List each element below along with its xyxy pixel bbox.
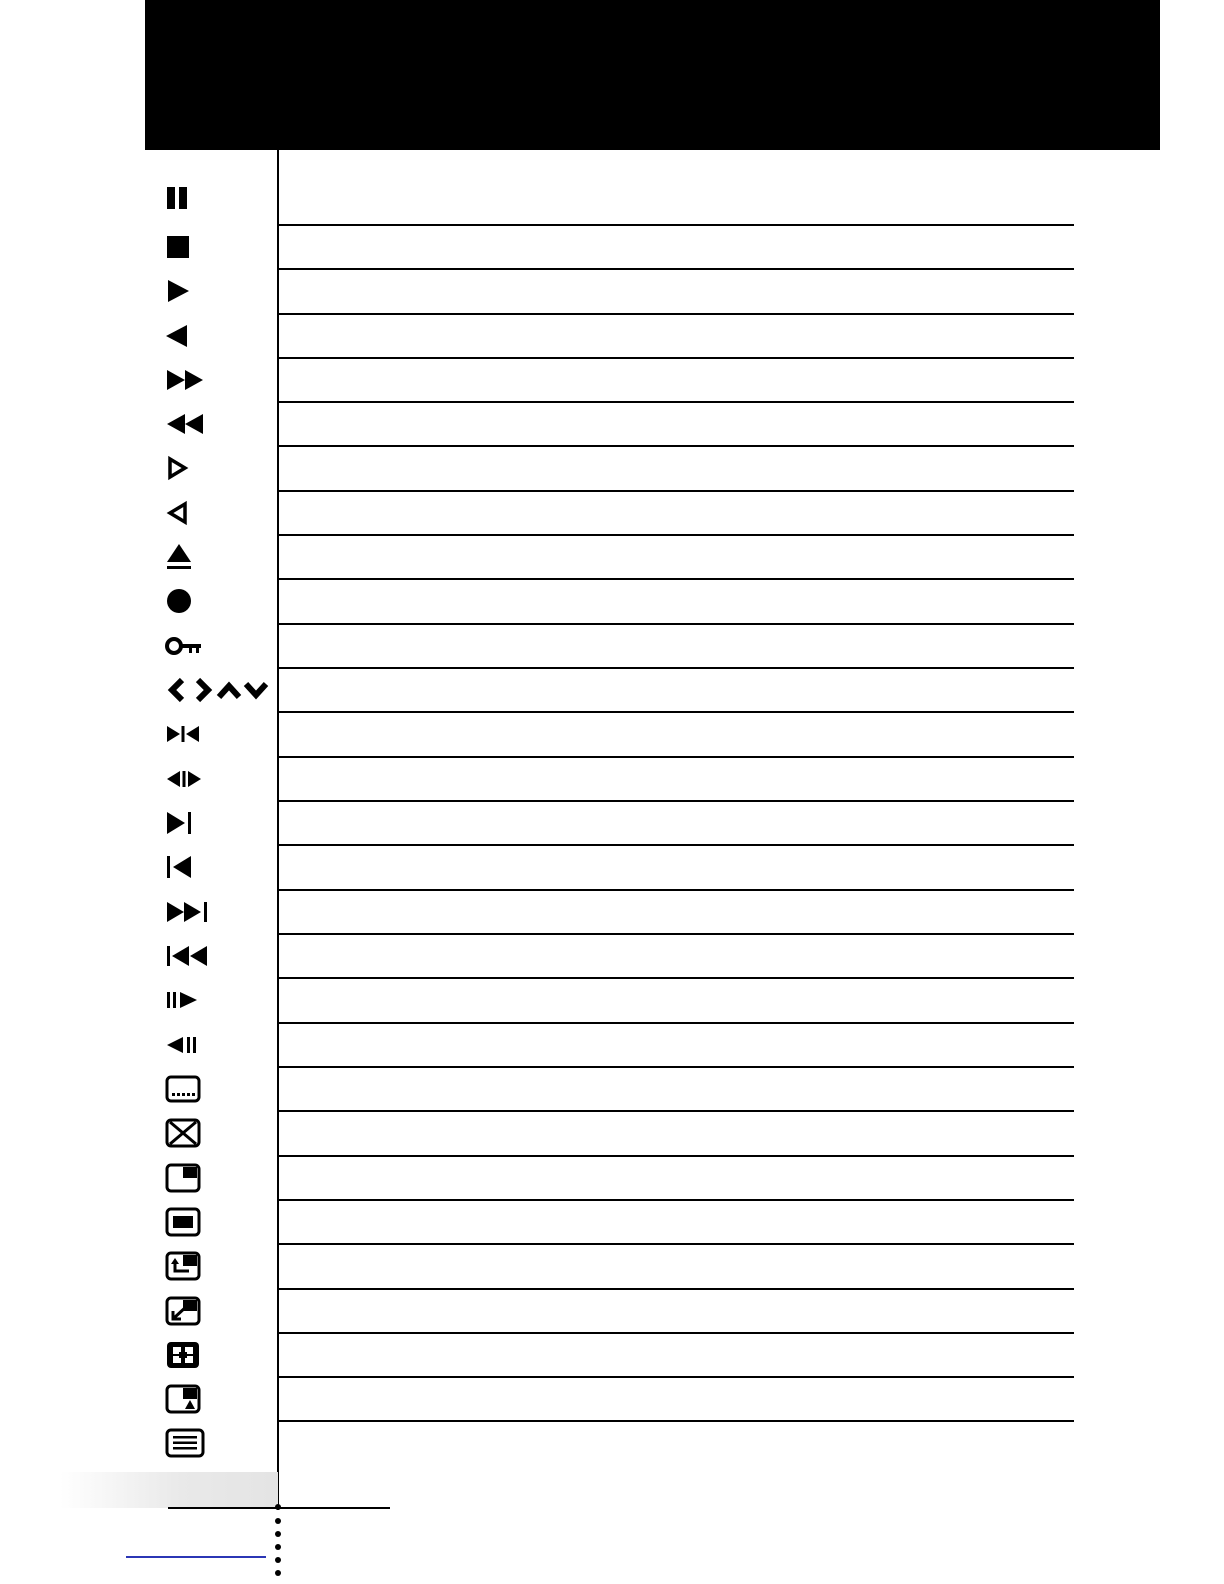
table-row xyxy=(145,1377,1075,1421)
row-label xyxy=(290,535,1075,579)
cursor-arrows-icon xyxy=(165,675,271,705)
swap-pip-icon xyxy=(165,1251,201,1281)
row-divider xyxy=(278,1243,1074,1245)
row-divider xyxy=(278,1288,1074,1290)
table-row xyxy=(145,1111,1075,1155)
row-label xyxy=(290,624,1075,668)
slow-forward-icon xyxy=(165,453,191,483)
row-label xyxy=(290,1200,1075,1244)
row-label xyxy=(290,1244,1075,1288)
record-icon xyxy=(165,586,193,616)
footer-link-underline xyxy=(126,1556,266,1558)
row-label xyxy=(290,446,1075,490)
row-label xyxy=(290,890,1075,934)
row-divider xyxy=(278,313,1074,315)
row-label xyxy=(290,1067,1075,1111)
table-row xyxy=(145,579,1075,623)
next-track-icon xyxy=(165,808,195,838)
table-row xyxy=(145,890,1075,934)
table-row xyxy=(145,1244,1075,1288)
row-divider xyxy=(278,357,1074,359)
converge-icon xyxy=(165,719,201,749)
row-divider xyxy=(278,268,1074,270)
row-divider xyxy=(278,534,1074,536)
row-divider xyxy=(278,623,1074,625)
row-divider xyxy=(278,1420,1074,1422)
row-label xyxy=(290,845,1075,889)
row-divider xyxy=(278,578,1074,580)
row-label xyxy=(290,314,1075,358)
pip-position-icon xyxy=(165,1384,201,1414)
row-label xyxy=(290,801,1075,845)
table-row xyxy=(145,535,1075,579)
row-label xyxy=(290,934,1075,978)
skip-forward-icon xyxy=(165,897,211,927)
row-label xyxy=(290,402,1075,446)
table-row xyxy=(145,934,1075,978)
row-divider xyxy=(278,1199,1074,1201)
screen-format-icon xyxy=(165,1207,201,1237)
table-row xyxy=(145,801,1075,845)
pause-play-icon xyxy=(165,985,201,1015)
stop-icon xyxy=(165,232,191,262)
row-label xyxy=(290,757,1075,801)
table-row xyxy=(145,314,1075,358)
row-divider xyxy=(278,1155,1074,1157)
row-label xyxy=(290,1377,1075,1421)
table-row xyxy=(145,624,1075,668)
table-row xyxy=(145,402,1075,446)
row-label xyxy=(290,491,1075,535)
row-label xyxy=(290,1333,1075,1377)
fast-forward-icon xyxy=(165,365,207,395)
table-row xyxy=(145,1067,1075,1111)
row-label xyxy=(290,1023,1075,1067)
row-label xyxy=(290,712,1075,756)
table-row xyxy=(145,757,1075,801)
row-divider xyxy=(278,756,1074,758)
table-row xyxy=(145,1289,1075,1333)
subtitle-icon xyxy=(165,1074,201,1104)
row-divider xyxy=(278,667,1074,669)
table-row xyxy=(145,1023,1075,1067)
play-reverse-icon xyxy=(165,321,191,351)
row-label xyxy=(290,225,1075,269)
footer-dotted-line xyxy=(275,1504,283,1584)
row-divider xyxy=(278,800,1074,802)
table-row xyxy=(145,491,1075,535)
table-row xyxy=(145,225,1075,269)
table-row xyxy=(145,1200,1075,1244)
row-divider xyxy=(278,490,1074,492)
key-icon xyxy=(165,631,203,661)
row-label xyxy=(290,579,1075,623)
row-label xyxy=(290,1156,1075,1200)
row-label xyxy=(290,358,1075,402)
table-row xyxy=(145,170,1075,225)
cancel-screen-icon xyxy=(165,1118,201,1148)
previous-track-icon xyxy=(165,852,195,882)
skip-back-icon xyxy=(165,941,211,971)
row-label xyxy=(290,1421,1075,1465)
play-icon xyxy=(165,276,191,306)
pause-icon xyxy=(165,183,191,213)
row-label xyxy=(290,1289,1075,1333)
row-divider xyxy=(278,933,1074,935)
table-row xyxy=(145,1156,1075,1200)
header-bar xyxy=(145,0,1160,150)
table-row xyxy=(145,845,1075,889)
zoom-screen-icon xyxy=(165,1296,201,1326)
row-divider xyxy=(278,1376,1074,1378)
row-divider xyxy=(278,977,1074,979)
multipip-icon xyxy=(165,1340,201,1370)
row-label xyxy=(290,269,1075,313)
table-row xyxy=(145,269,1075,313)
row-divider xyxy=(278,445,1074,447)
row-divider xyxy=(278,1022,1074,1024)
row-divider xyxy=(278,1066,1074,1068)
row-label xyxy=(290,978,1075,1022)
footer-page-tab xyxy=(60,1472,278,1508)
diverge-icon xyxy=(165,764,203,794)
table-row xyxy=(145,358,1075,402)
row-divider xyxy=(278,401,1074,403)
row-label xyxy=(290,170,1075,225)
table-row xyxy=(145,1333,1075,1377)
row-divider xyxy=(278,1110,1074,1112)
teletext-icon xyxy=(165,1428,205,1458)
table-row xyxy=(145,712,1075,756)
row-divider xyxy=(278,1332,1074,1334)
table-row xyxy=(145,1421,1075,1465)
slow-reverse-icon xyxy=(165,498,191,528)
eject-icon xyxy=(165,542,193,572)
row-label xyxy=(290,668,1075,712)
row-label xyxy=(290,1111,1075,1155)
pip-icon xyxy=(165,1163,201,1193)
table-row xyxy=(145,978,1075,1022)
table-row xyxy=(145,668,1075,712)
row-divider xyxy=(278,224,1074,226)
table-row xyxy=(145,446,1075,490)
rewind-icon xyxy=(165,409,207,439)
reverse-pause-icon xyxy=(165,1030,201,1060)
row-divider xyxy=(278,711,1074,713)
row-divider xyxy=(278,889,1074,891)
row-divider xyxy=(278,844,1074,846)
